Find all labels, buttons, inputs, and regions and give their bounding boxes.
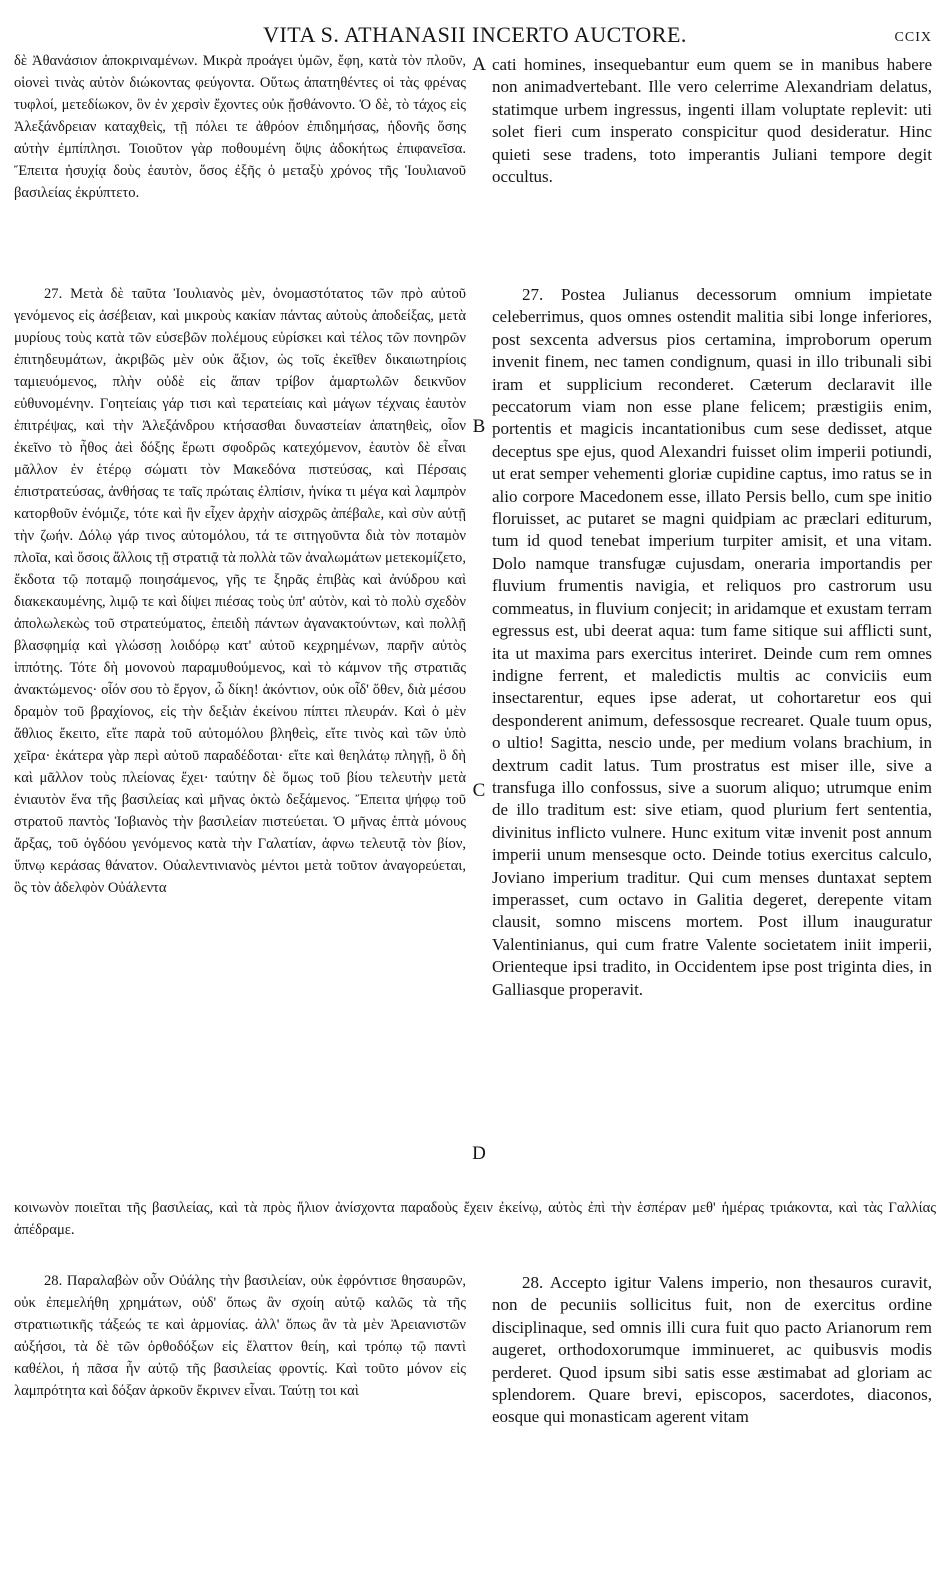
latin-column-top (492, 54, 932, 188)
greek-paragraph-27: 27. Μετὰ δὲ ταῦτα Ἰουλιανὸς μὲν, ὀνομαστότατος τῶν πρὸ αὐτοῦ γενόμενος εἰς ἀσέβειαν, καὶ μικροὺς κακίαν πάντας αὐτοὺς ἀποδείξας, μετὰ μυρίους τοὺς κατὰ τῶν εὐσεβῶν πολέμους εὑρίσκει καὶ τέλος τῶν πονηρῶν ἐπιτηδευμάτων, ἀκριβῶς μὲν οὐκ ἄξιον, ὡς τοῖς ἐκεῖθεν δικαιωτηρίοις ταμιευόμενος, πλὴν οὐδὲ εἰς ἅπαν τρίβον ἁμαρτωλῶν δεικνῦον εὐθυνομένην. Γοητείαις γάρ τισι καὶ τερατείαις καὶ μάγων τέχναις ἑαυτὸν ἐπιτρέψας, καὶ τὴν Ἀλεξάνδρου κτήσασθαι δυναστείαν ἀπατηθεὶς, οἷον ἐκεῖνο τὸ ἦθος ἀεὶ δόξης ἔρωτι σφοδρῶς κατεχόμενον, ἑαυτὸν δὲ εἶναι μᾶλλον ἐν ἑτέρῳ σώματι τὸν Μακεδόνα πιστεύσας, καὶ Πέρσαις ἐπιστρατεύσας, ἀνθήσας τε ταῖς πρώταις ἐλπίσιν, ἡνίκα τι μέγα καὶ λαμπρὸν κατορθοῦν ἐνόμιζε, τότε καὶ ἣν εἶχεν ἀρχὴν αἰσχρῶς ἀπέβαλε, καὶ σὺν αὐτῇ τὴν ζωήν. Δόλῳ γάρ τινος αὐτομόλου, τά τε σιτηγοῦντα διὰ τὸν ποταμὸν πλοῖα, καὶ ὅσοις ἄλλοις τῇ στρατιᾷ τὰ πολλὰ τῶν ἀναλωμάτων μετεκομίζετο, ἔκδοτα τῷ ποταμῷ ποιησάμενος, γῆς τε ξηρᾶς ἐπιβὰς καὶ ἀνύδρου καὶ διακεκαυμένης, λιμῷ τε καὶ δίψει πιέσας τοὺς ὑπ' αὐτὸν, καὶ τὸ πολὺ σχεδὸν ἀπολωλεκὼς τοῦ στρατεύματος, ἐπειδὴ πάντων ἀγανακτούντων, καὶ πολλῇ βλασφημίᾳ καὶ γλώσσῃ λοιδόρῳ κατ' αὐτοῦ κεχρημένων, παρῆν αὐτὸς ἱππότης. Τότε δὴ μονονοὺ παραμυθούμενος, καὶ τὸ κάμνον τῆς στρατιᾶς ἀνακτώμενος· οἷόν σου τὸ ἔργον, ὦ δίκη! ἀκόντιον, οὐκ οἶδ' ὅθεν, διὰ μέσου δραμὸν τοῦ βραχίονος, εἰς τὴν δεξιὰν ἐκείνου πίπτει πλευράν. Καὶ ὁ μὲν ἄθλιος ἔκειτο, εἴτε παρὰ τοῦ αὐτομόλου βληθεὶς, εἴτε τινὸς καὶ τῶν ὑπὸ χεῖρα· ἑκάτερα γὰρ περὶ αὐτοῦ παραδέδοται· εἴτε καὶ θεηλάτῳ πληγῇ, ὃ δὴ καὶ μᾶλλον τοὺς πλείονας ἔχει· ταύτην δὲ ὅμως τοῦ βίου τελευτὴν μετὰ ἐνιαυτὸν ἕνα τῆς βασιλείας καὶ μῆνας ὀκτὼ δεξάμενος. Ἔπειτα ψήφῳ τοῦ στρατοῦ παντὸς Ἰοβιανὸς τὴν βασιλείαν πιστεύεται. Ὁ μῆνας ἑπτὰ μόνους ἄρξας, τοῦ ὀγδόου γενόμενος κατὰ τὴν Γαλατίαν, ἀφνω τελευτᾷ τὸν βίον, ὕπνῳ κεράσας θάνατον. Οὐαλεντινιανὸς μέντοι μετὰ τοῦτον ἀναγορεύεται, ὃς τὸν ἀδελφὸν Οὐάλεντα (14, 286, 466, 896)
greek-paragraph-28: 28. Παραλαβὼν οὖν Οὐάλης τὴν βασιλείαν, οὐκ ἐφρόντισε θησαυρῶν, οὐκ ἐπεμελήθη χρημάτων, οὐδ' ὅπως ἂν σχοίη αὐτῷ καλῶς τὰ τῆς στρατιωτικῆς τάξεώς τε καὶ ἁρμονίας. ἀλλ' ὅπως ἂν τὰ μὲν Ἀρειανιστῶν αὐξήσοι, τὰ δὲ τῶν ὀρθοδόξων εἰς ἔλαττον θείη, καὶ τρόπῳ τῷ παντὶ καθέλοι, ἡ πᾶσα ἦν αὐτῷ τῆς βασιλείας φροντίς. Καὶ τοῦτο μόνον εἰς λαμπρότητα καὶ δόξαν ἀρκοῦν ἔκρινεν εἶναι. Ταύτῃ τοι καὶ (14, 1273, 466, 1399)
greek-column-bottom (14, 1270, 466, 1402)
full-width-greek-line: κοινωνὸν ποιεῖται τῆς βασιλείας, καὶ τὰ πρὸς ἥλιον ἀνίσχοντα παραδοὺς ἔχειν ἐκείνῳ, αὐτὸς ἐπὶ τὴν ἑσπέραν μεθ' ἡμέρας τριάκοντα, καὶ τὰς Γαλλίας ἀπέδραμε. (14, 1200, 936, 1238)
margin-marker-c: C (472, 780, 486, 801)
page-number: CCIX (894, 30, 932, 45)
latin-paragraph-continued: cati homines, insequebantur eum quem se in manibus habere non animadvertebant. Ille vero celerrime Alexandriam delatus, statimque urbem ingressus, ingenti illam voluptate replevit: uti solet fieri cum insperato conspicitur quod desideratur. Hinc quieti sese tradens, toto imperantis Juliani tempore degit occultus. (492, 55, 932, 187)
margin-marker-b: B (472, 416, 486, 437)
greek-paragraph-continued: δὲ Ἀθανάσιον ἀποκριναμένων. Μικρὰ προάγει ὑμῶν, ἔφη, κατὰ τὸν πλοῦν, οἱονεὶ τινὰς αὐτὸν διώκοντας φεύγοντα. Οὕτως ἀπατηθέντες οἱ τὰς φρένας τυφλοί, μετεδίωκον, ὃν ἐν χερσὶν ἔχοντες οὐκ ᾔσθάνοντο. Ὁ δὲ, τὸ τάχος εἰς Ἀλεξάνδρειαν καταχθεὶς, τῇ πόλει τε ἀθρόον ἐπιδημήσας, ἡδονῆς ὅσης αὐτὴν ἐμπίπλησι. Τοιοῦτον γὰρ ποθουμένη ὄψις ἀδοκήτως ἐπιφανεῖσα. Ἔπειτα ἡσυχίᾳ δοὺς ἑαυτὸν, ὅσος ἐξῆς ὁ μεταξὺ χρόνος τῆς Ἰουλιανοῦ βασιλείας ἐκρύπτετο. (14, 53, 466, 201)
margin-marker-a: A (472, 54, 486, 75)
greek-column-top (14, 50, 466, 204)
latin-column-bottom (492, 1272, 932, 1429)
latin-column-main (492, 284, 932, 1001)
margin-marker-d: D (472, 1143, 486, 1164)
page-header (0, 18, 950, 54)
greek-column-main (14, 283, 466, 899)
running-title: VITA S. ATHANASII INCERTO AUCTORE. (263, 22, 687, 47)
latin-paragraph-27: 27. Postea Julianus decessorum omnium impietate celeberrimus, quos omnes ostendit malitia sibi longe inferiores, post sexcenta adversus pios certamina, improborum operum invenit finem, nec tamen condignum, quasi in illo tribunali sibi iram et supplicium reconderet. Cæterum declaravit ille peccatorum viam non esse plane felicem; præstigiis enim, portentis et magicis incantationibus cum sese dedisset, atque deceptus spe ejus, quod Alexandri fuisset olim imperii potiundi, ut erat semper vehementi gloriæ cupidine captus, imo ratus se in alio corpore Macedonem esse, illato Persis bello, cum spe initio floruisset, ac putaret se magni quidpiam ac præclari editurum, tum id quod tenebat imperium turpiter amisit, et una vitam. Dolo namque transfugæ cujusdam, oneraria importandis per fluvium frumentis navigia, et reliquos pro castrorum usu commeatus, in fluvium conjecit; in aridamque et exustam terram egressus est, ubi deerat aqua: tum fame sitique sui afflicti sunt, ita ut maxima pars exercitus interiret. Deinde cum rem omnes indigne ferrent, et maledictis multis ac conviciis eum insectarentur, eques ipse aderat, ut cohortaretur eos qui desponderent animum, defessosque recrearet. Quale tuum opus, o ultio! Sagitta, nescio unde, per medium volans brachium, in dextrum cadit latus. Tum prostratus est miser ille, sive a transfuga illo confossus, sive a suorum aliquo; utrumque enim de illo traditum est: sive etiam, quod plurium fert sententia, divinitus inflicto vulnere. Hunc exitum vitæ invenit post annum imperii unum mensesque octo. Deinde totius exercitus calculo, Joviano imperium traditur. Qui cum menses duntaxat septem imperasset, cum octavo in Galitia degeret, derepente vitam clausit, somno miscens mortem. Post illum inauguratur Valentinianus, qui cum fratre Valente societatem iniit imperii, Orienteque ipsi tradito, in Occidentem ipse post triginta dies, in Galliasque properavit. (492, 285, 932, 999)
latin-paragraph-28: 28. Accepto igitur Valens imperio, non thesauros curavit, non de pecuniis sollicitus fuit, non de exercitus ordine disciplinaque, sed omnis illi cura fuit quo pacto Arianorum rem augeret, orthodoxorumque imminueret, ac quibusvis modis perderet. Quod ipsum sibi satis esse æstimabat ad gloriam ac splendorem. Quare brevi, episcopos, sacerdotes, diaconos, eosque qui monasticam agerent vitam (492, 1273, 932, 1427)
